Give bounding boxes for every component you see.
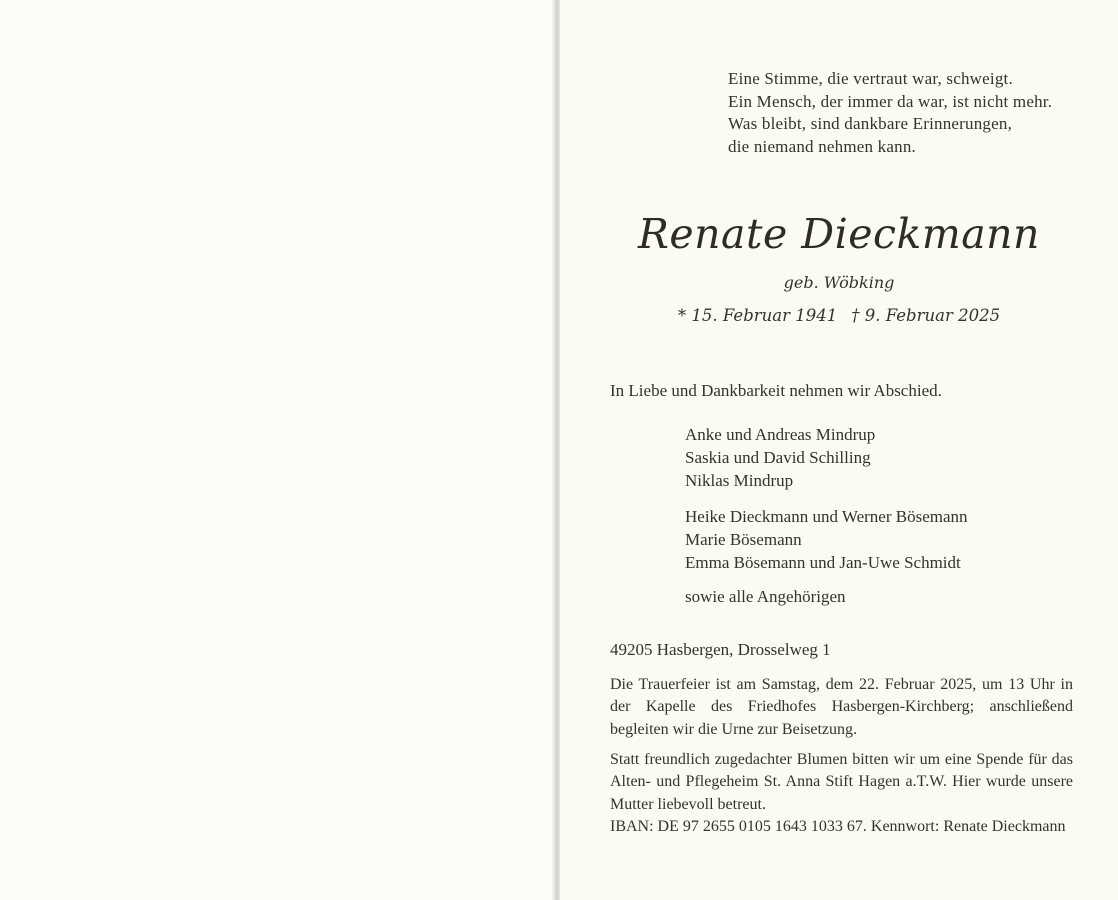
mourner-name: Niklas Mindrup <box>685 471 794 490</box>
funeral-notice-line: begleiten wir die Urne zur Beisetzung. <box>610 720 858 738</box>
maiden-name: geb. Wöbking <box>783 273 895 292</box>
verse-line: Eine Stimme, die vertraut war, schweigt. <box>728 69 1013 88</box>
mourners-closing: sowie alle Angehörigen <box>685 587 846 606</box>
funeral-notice <box>610 674 1073 741</box>
mourner-name: Emma Bösemann und Jan-Uwe Schmidt <box>685 553 961 572</box>
memorial-verse <box>728 68 1052 158</box>
birth-date: * 15. Februar 1941 <box>677 306 838 325</box>
verse-line: Was bleibt, sind dankbare Erinnerungen, <box>728 114 1013 133</box>
mourner-name: Heike Dieckmann und Werner Bösemann <box>685 507 968 526</box>
verse-line: die niemand nehmen kann. <box>728 136 916 156</box>
donation-notice-line: Statt freundlich zugedachter Blumen bitten wir um eine Spende für das <box>610 751 1073 768</box>
life-dates <box>560 304 1118 328</box>
mourners-group-2 <box>685 505 968 574</box>
address-line: 49205 Hasbergen, Drosselweg 1 <box>610 640 831 659</box>
right-page <box>560 0 1118 900</box>
funeral-notice-line: der Kapelle des Friedhofes Hasbergen-Kirchberg; anschließend <box>610 698 1073 716</box>
funeral-notice-line: Die Trauerfeier ist am Samstag, dem 22. Februar 2025, um 13 Uhr in <box>610 676 1073 693</box>
mourners-group-1 <box>685 423 875 492</box>
donation-notice-line: Alten- und Pflegeheim St. Anna Stift Hagen a.T.W. Hier wurde unsere <box>610 773 1073 791</box>
mourner-name: Saskia und David Schilling <box>685 448 871 467</box>
farewell-line: In Liebe und Dankbarkeit nehmen wir Abschied. <box>610 381 942 400</box>
death-date: † 9. Februar 2025 <box>851 306 1001 325</box>
donation-notice-line: Mutter liebevoll betreut. <box>610 795 766 813</box>
donation-iban-line: IBAN: DE 97 2655 0105 1643 1033 67. Kennwort: Renate Dieckmann <box>610 818 1066 836</box>
deceased-name: Renate Dieckmann <box>638 210 1040 258</box>
left-page-blank <box>0 0 553 900</box>
verse-line: Ein Mensch, der immer da war, ist nicht mehr. <box>728 91 1053 111</box>
mourner-name: Marie Bösemann <box>685 530 802 549</box>
donation-notice <box>610 749 1073 839</box>
mourner-name: Anke und Andreas Mindrup <box>685 425 876 444</box>
